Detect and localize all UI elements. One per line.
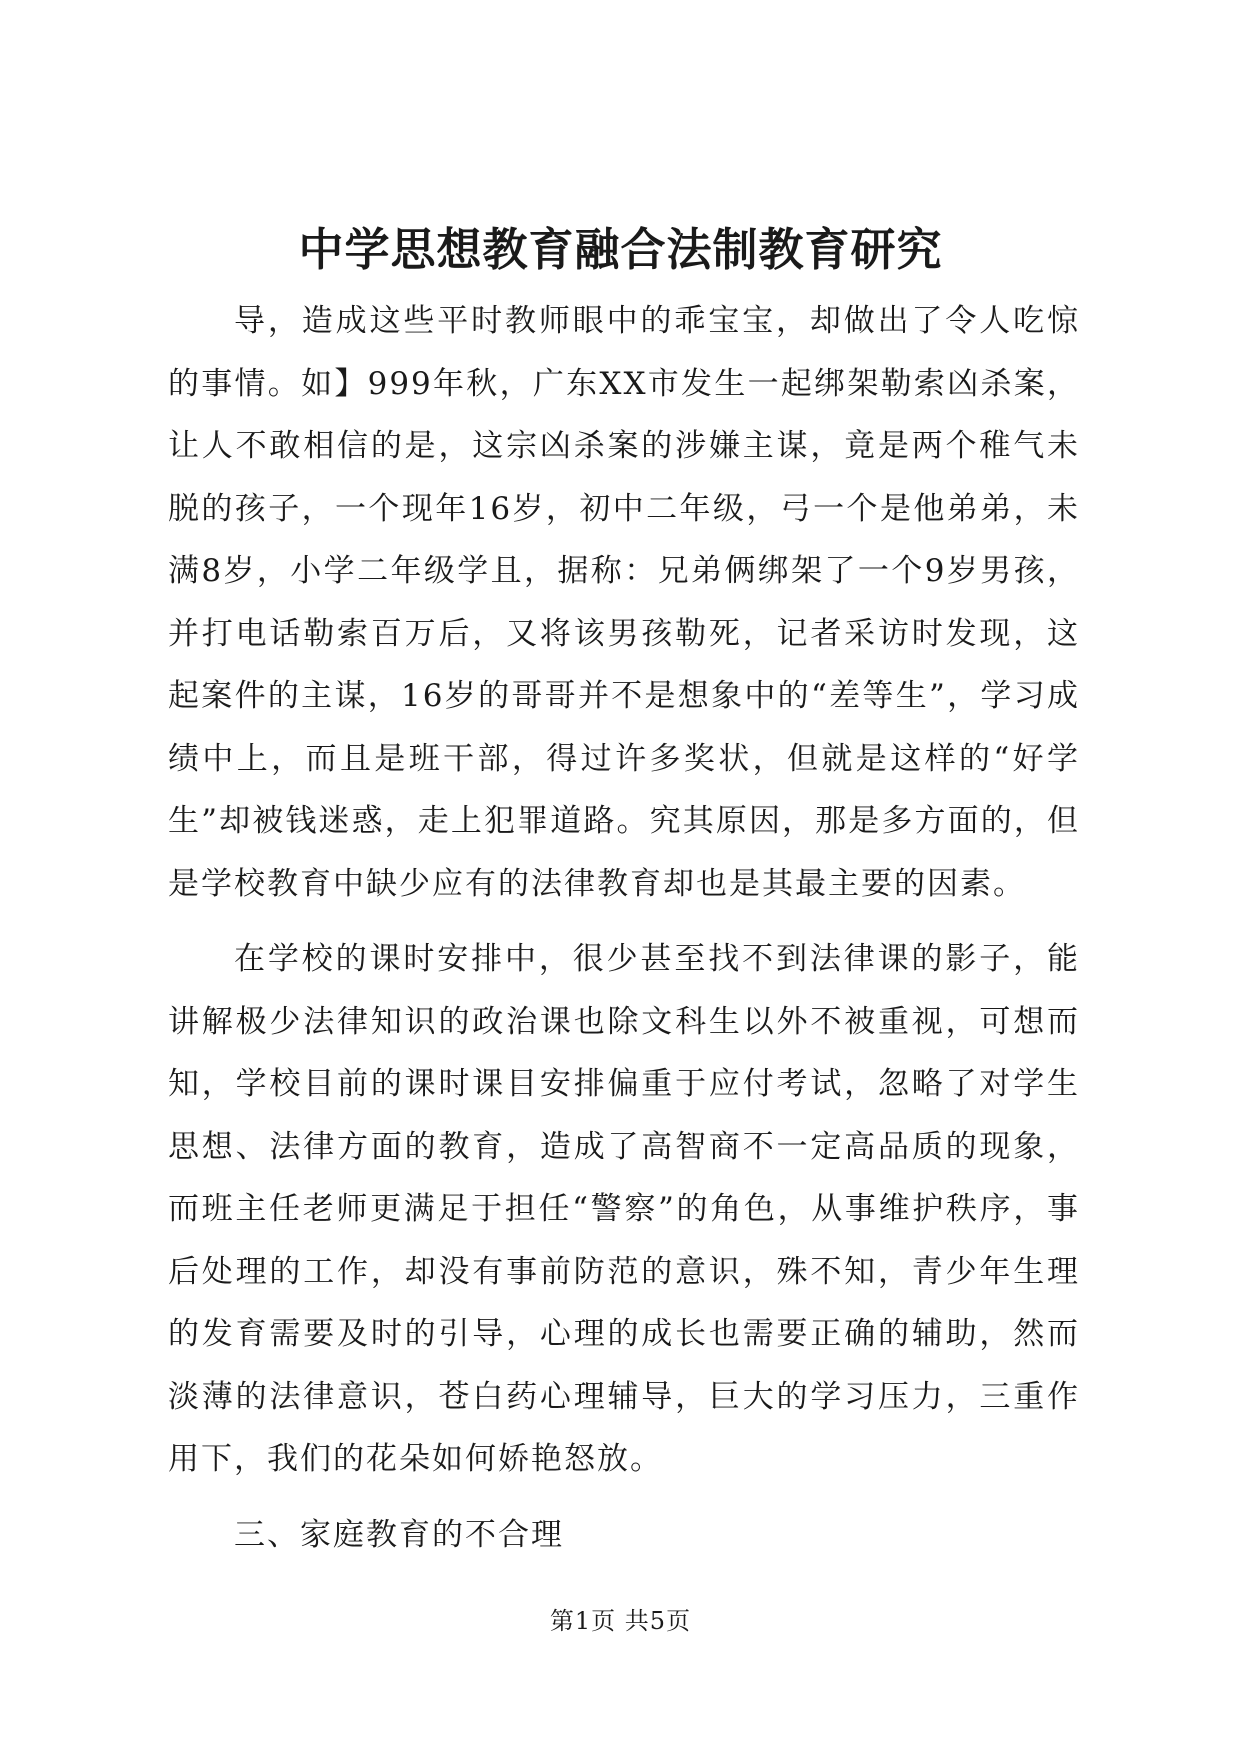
paragraph-1: 导，造成这些平时教师眼中的乖宝宝，却做出了令人吃惊的事情。如】999年秋，广东XX市发生一起绑架勒索凶杀案，让人不敢相信的是，这宗凶杀案的涉嫌主谋，竟是两个稚气未脱的孩子，一个现年16岁，初中二年级，弓一个是他弟弟，未满8岁，小学二年级学且，据称：兄弟俩绑架了一个9岁男孩，并打电话勒索百万后，又将该男孩勒死，记者采访时发现，这起案件的主谋，16岁的哥哥并不是想象中的“差等生”，学习成绩中上，而且是班干部，得过许多奖状，但就是这样的“好学生”却被钱迷惑，走上犯罪道路。究其原因，那是多方面的，但是学校教育中缺少应有的法律教育却也是其最主要的因素。 — [168, 303, 1080, 902]
document-body — [168, 290, 1080, 1579]
section-heading: 三、家庭教育的不合理 — [234, 1516, 564, 1553]
page-number-footer: 第1页 共5页 — [549, 1607, 692, 1635]
paragraph-2: 在学校的课时安排中，很少甚至找不到法律课的影子，能讲解极少法律知识的政治课也除文科生以外不被重视，可想而知，学校目前的课时课目安排偏重于应付考试，忽略了对学生思想、法律方面的教育，造成了高智商不一定高品质的现象，而班主任老师更满足于担任“警察”的角色，从事维护秩序，事后处理的工作，却没有事前防范的意识，殊不知，青少年生理的发育需要及时的引导，心理的成长也需要正确的辅助，然而淡薄的法律意识，苍白药心理辅导，巨大的学习压力，三重作用下，我们的花朵如何娇艳怒放。 — [168, 941, 1080, 1477]
document-title: 中学思想教育融合法制教育研究 — [298, 223, 943, 276]
